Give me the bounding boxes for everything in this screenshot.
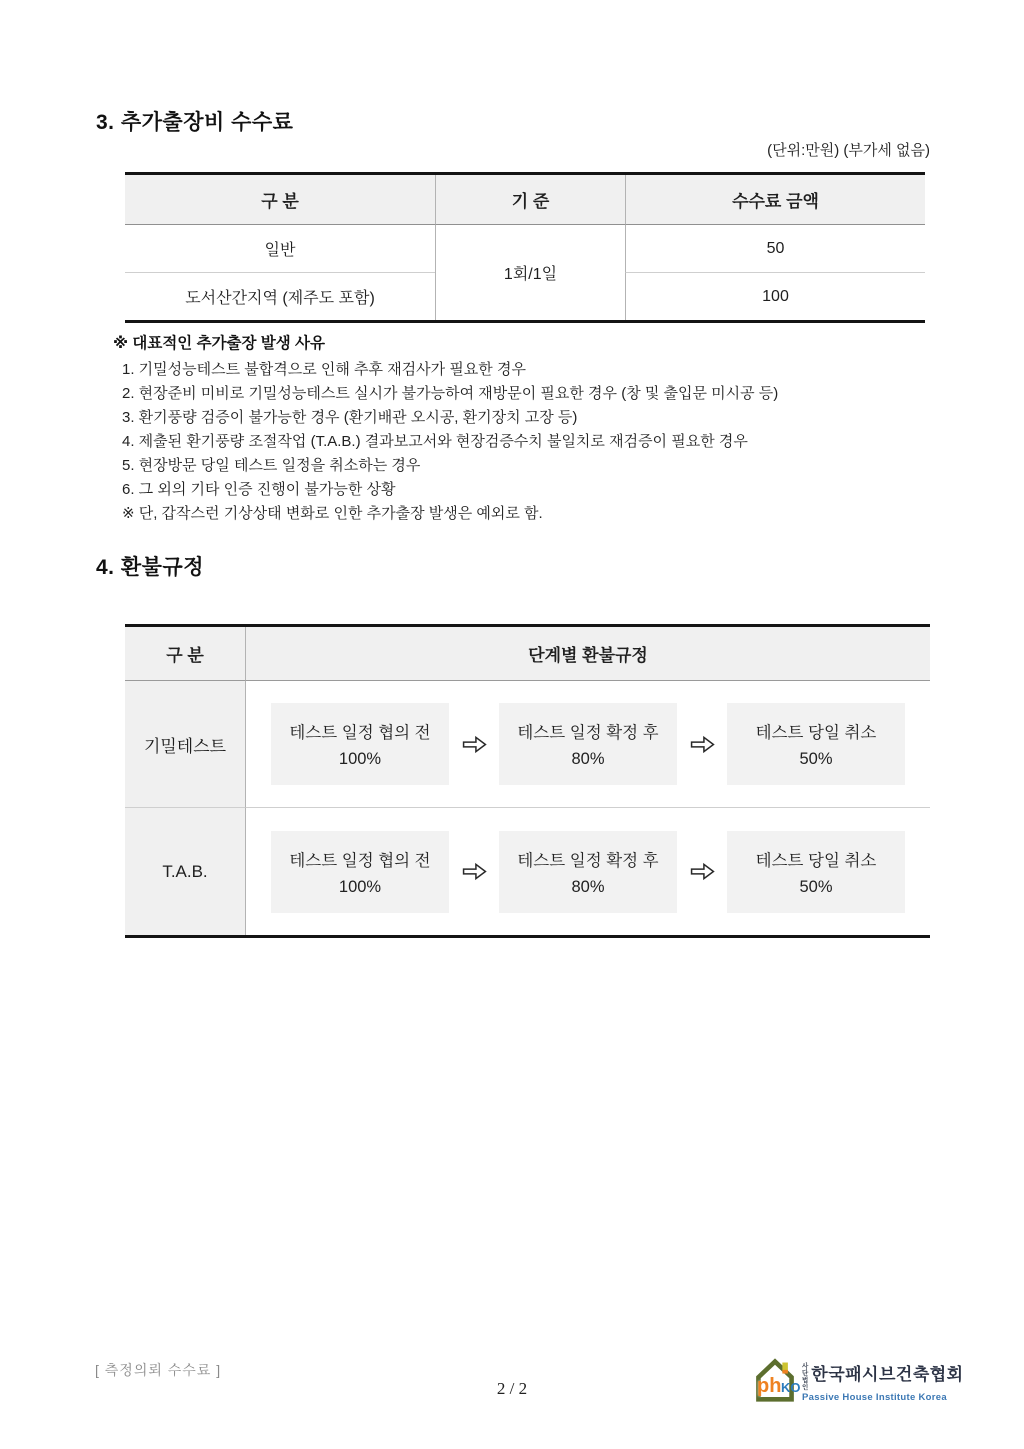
arrow-right-icon [690, 735, 715, 754]
refund-row-stages-airtight-test [245, 681, 930, 808]
stage-value: 50% [799, 750, 833, 768]
stage-value: 100% [338, 750, 382, 768]
phiko-logo [752, 1357, 964, 1407]
logo-org-type-line2: 법인 [802, 1377, 809, 1391]
stage-box-same-day-cancel [727, 831, 905, 913]
section4-heading: 4. 환불규정 [96, 556, 204, 579]
logo-text-block [802, 1357, 964, 1403]
column-header-amount: 수수료 금액 [625, 175, 925, 225]
stage-box-after-confirmation [499, 703, 677, 785]
arrow-right-icon [462, 862, 487, 881]
unit-note: (단위:만원) (부가세 없음) [767, 142, 930, 159]
notes-block [113, 332, 923, 526]
stage-label: 테스트 당일 취소 [755, 724, 877, 742]
logo-ko-text: KO [781, 1380, 801, 1395]
stage-value: 80% [571, 877, 605, 896]
note-item-5: 5. 현장방문 당일 테스트 일정을 취소하는 경우 [122, 457, 421, 474]
arrow-right-icon [690, 862, 715, 881]
stage-label: 테스트 일정 협의 전 [289, 724, 431, 742]
refund-row-stages-tab [245, 808, 930, 935]
note-exception: ※ 단, 갑작스런 기상상태 변화로 인한 추가출장 발생은 예외로 함. [122, 505, 543, 522]
note-item-6: 6. 그 외의 기타 인증 진행이 불가능한 상황 [122, 481, 396, 498]
logo-org-name-english: Passive House Institute Korea [802, 1392, 947, 1403]
footer-document-label: [ 측정의뢰 수수료 ] [95, 1362, 222, 1378]
note-item-3: 3. 환기풍량 검증이 불가능한 경우 (환기배관 오시공, 환기장치 고장 등) [122, 409, 578, 426]
stage-value: 100% [338, 877, 382, 896]
refund-column-header-category: 구 분 [125, 627, 245, 681]
stage-value: 50% [799, 877, 833, 896]
refund-policy-table [125, 624, 930, 938]
logo-ph-text: ph [757, 1375, 782, 1397]
travel-fee-table [125, 172, 925, 323]
table-row-category-island: 도서산간지역 (제주도 포함) [185, 290, 375, 307]
logo-org-type-line1: 사단 [802, 1363, 809, 1377]
stage-box-same-day-cancel [727, 703, 905, 785]
arrow-right-icon [462, 735, 487, 754]
refund-row-category-airtight-test: 기밀테스트 [125, 681, 245, 808]
stage-label: 테스트 일정 협의 전 [289, 851, 431, 870]
note-item-2: 2. 현장준비 미비로 기밀성능테스트 실시가 불가능하여 재방문이 필요한 경우 (창 및 출입문 미시공 등) [122, 385, 779, 402]
logo-org-name: 한국패시브건축협회 [811, 1365, 964, 1384]
stage-label: 테스트 당일 취소 [755, 851, 877, 870]
column-header-basis: 기 준 [435, 175, 625, 225]
note-item-1: 1. 기밀성능테스트 불합격으로 인해 추후 재검사가 필요한 경우 [122, 361, 526, 378]
stage-box-before-agreement [271, 703, 449, 785]
table-cell-basis: 1회/1일 [435, 225, 625, 320]
table-cell-amount-island: 100 [625, 273, 925, 320]
stage-flow [246, 831, 930, 913]
section3-heading: 3. 추가출장비 수수료 [96, 111, 294, 134]
table-cell-amount-general: 50 [625, 225, 925, 273]
stage-box-after-confirmation [499, 831, 677, 913]
page-number: 2 / 2 [496, 1379, 528, 1398]
refund-column-header-stages: 단계별 환불규정 [245, 627, 930, 681]
note-item-4: 4. 제출된 환기풍량 조절작업 (T.A.B.) 결과보고서와 현장검증수치 불일치로 재검증이 필요한 경우 [122, 433, 748, 450]
notes-title: ※ 대표적인 추가출장 발생 사유 [113, 335, 325, 352]
stage-box-before-agreement [271, 831, 449, 913]
stage-value: 80% [571, 750, 605, 768]
logo-org-type [802, 1363, 808, 1391]
stage-flow [246, 703, 930, 785]
table-row-category-general: 일반 [125, 225, 435, 273]
house-icon [752, 1357, 801, 1403]
stage-label: 테스트 일정 확정 후 [517, 724, 659, 742]
stage-label: 테스트 일정 확정 후 [517, 851, 659, 870]
column-header-category: 구 분 [125, 175, 435, 225]
refund-row-category-tab: T.A.B. [125, 808, 245, 935]
